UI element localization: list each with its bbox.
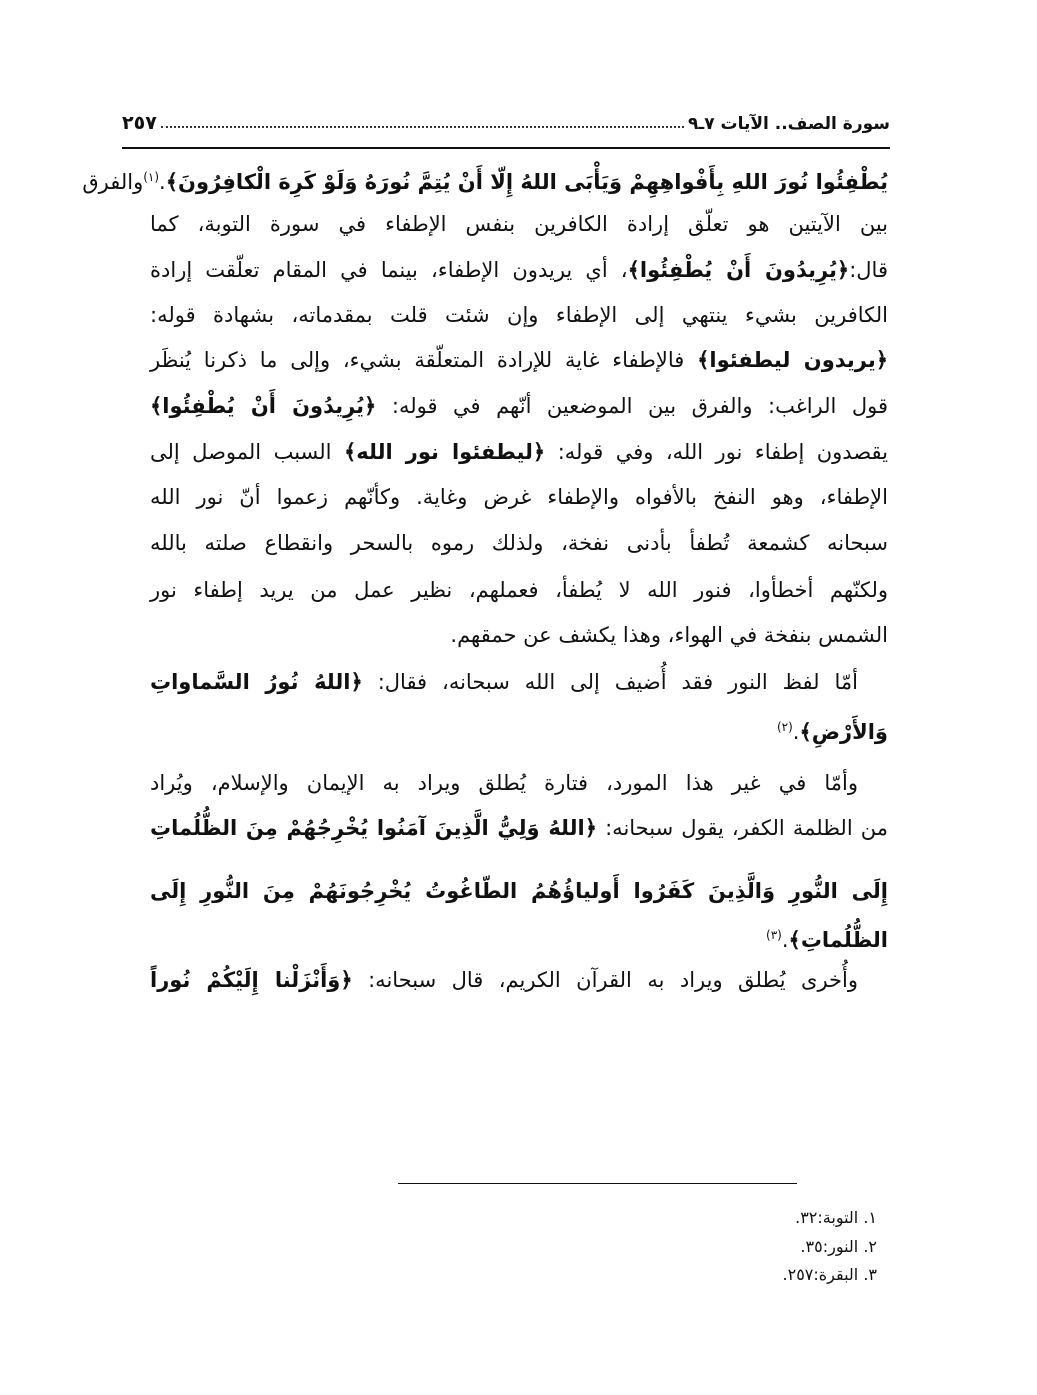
- quran-quote: الظُّلُماتِ﴾: [788, 928, 888, 952]
- text-line: [150, 300, 888, 330]
- text-line: [150, 667, 888, 697]
- text-segment: قال:: [849, 258, 888, 282]
- text-line: [150, 391, 888, 421]
- text-line: [150, 482, 888, 512]
- text-segment: يقصدون إطفاء نور الله، وفي قوله:: [545, 440, 888, 464]
- quran-quote: ﴿اللهُ وَلِيُّ الَّذِينَ آمَنُوا يُخْرِجُهُمْ مِنَ الظُّلُماتِ: [150, 816, 598, 840]
- text-line: [150, 620, 888, 650]
- text-line: [150, 255, 888, 285]
- quran-quote: وَالأَرْضِ﴾: [799, 720, 888, 744]
- text-line: [150, 876, 888, 906]
- text-segment: الشمس بنفخة في الهواء، وهذا يكشف عن حمقهم.: [450, 623, 888, 647]
- quran-quote: إِلَى النُّورِ وَالَّذِينَ كَفَرُوا أَولياؤُهُمُ الطّاغُوتُ يُخْرِجُونَهُمْ مِنَ النُّورِ إِلَى: [150, 879, 888, 903]
- text-line: [150, 965, 888, 995]
- text-segment: سبحانه كشمعة تُطفأ بأدنى نفخة، ولذلك رموه بالسحر وانقطاع صلته بالله: [150, 531, 888, 555]
- text-line: [150, 768, 888, 798]
- footnote-ref: (٣): [766, 928, 782, 942]
- footnote-ref: (٢): [776, 720, 793, 734]
- quran-quote: ﴿يريدون ليطفئوا﴾: [697, 348, 889, 372]
- footnote-1: ١. التوبة:٣٢.: [795, 1208, 877, 1227]
- running-header: [122, 104, 890, 134]
- text-line: [150, 813, 888, 843]
- text-segment: .: [781, 928, 789, 952]
- text-segment: الإطفاء، وهو النفخ بالأفواه والإطفاء غرض وغاية. وكأنّهم زعموا أنّ نور الله: [150, 485, 888, 509]
- text-line: [150, 209, 888, 239]
- text-line: [150, 920, 888, 955]
- footnote-3: ٣. البقرة:٢٥٧.: [782, 1265, 877, 1284]
- text-line: [150, 437, 888, 467]
- text-segment: .: [792, 720, 800, 744]
- quran-quote: ﴿يُرِيدُونَ أَنْ يُطْفِئُوا﴾: [627, 258, 850, 282]
- quran-quote: ﴿وَأَنْزَلْنا إِلَيْكُمْ نُوراً: [150, 968, 353, 992]
- header-rule: [122, 147, 890, 149]
- footnote-separator: [398, 1183, 797, 1184]
- text-segment: بين الآيتين هو تعلّق إرادة الكافرين بنفس الإطفاء في سورة التوبة، كما: [150, 212, 888, 236]
- text-line: [150, 712, 888, 747]
- text-line: [150, 345, 888, 375]
- footnote-ref: (١): [143, 170, 160, 184]
- quran-quote: ﴿ليطفئوا نور الله﴾: [343, 440, 546, 464]
- text-segment: قول الراغب: والفرق بين الموضعين أنّهم في قوله:: [376, 394, 889, 418]
- footnote-2: ٢. النور:٣٥.: [800, 1237, 877, 1256]
- text-segment: .: [159, 170, 166, 194]
- quran-quote: يُطْفِئُوا نُورَ اللهِ بِأَفْواهِهِمْ وَيَأْبَى اللهُ إِلّا أَنْ يُتِمَّ نُورَهُ وَلَوْ كَرِهَ الْكافِرُونَ﴾: [165, 170, 888, 194]
- text-segment: والفرق: [82, 170, 144, 194]
- text-segment: وأُخرى يُطلق ويراد به القرآن الكريم، قال سبحانه:: [352, 968, 858, 992]
- text-line: [82, 162, 888, 197]
- text-segment: أمّا لفظ النور فقد أُضيف إلى الله سبحانه، فقال:: [362, 670, 858, 694]
- quran-quote: ﴿يُرِيدُونَ أَنْ يُطْفِئُوا﴾: [150, 394, 377, 418]
- text-line: [150, 528, 888, 558]
- text-segment: من الظلمة الكفر، يقول سبحانه:: [597, 816, 888, 840]
- text-segment: ، أي يريدون الإطفاء، بينما في المقام تعلّقت إرادة: [150, 258, 628, 282]
- text-segment: وأمّا في غير هذا المورد، فتارة يُطلق ويراد به الإيمان والإسلام، ويُراد: [150, 771, 858, 795]
- page-number: ٢٥٧: [122, 112, 157, 134]
- header-title: سورة الصف.. الآيات ٧ـ٩: [687, 114, 890, 134]
- text-segment: السبب الموصل إلى: [150, 440, 344, 464]
- text-line: [150, 575, 888, 605]
- text-segment: ولكنّهم أخطأوا، فنور الله لا يُطفأ، فعملهم، نظير عمل من يريد إطفاء نور: [150, 578, 888, 602]
- quran-quote: ﴿اللهُ نُورُ السَّماواتِ: [150, 670, 363, 694]
- text-segment: الكافرين بشيء ينتهي إلى الإطفاء وإن شئت قلت بمقدماته، بشهادة قوله:: [150, 303, 888, 327]
- text-segment: فالإطفاء غاية للإرادة المتعلّقة بشيء، وإلى ما ذكرنا يُنظَر: [150, 348, 698, 372]
- dotted-leader: [161, 126, 684, 128]
